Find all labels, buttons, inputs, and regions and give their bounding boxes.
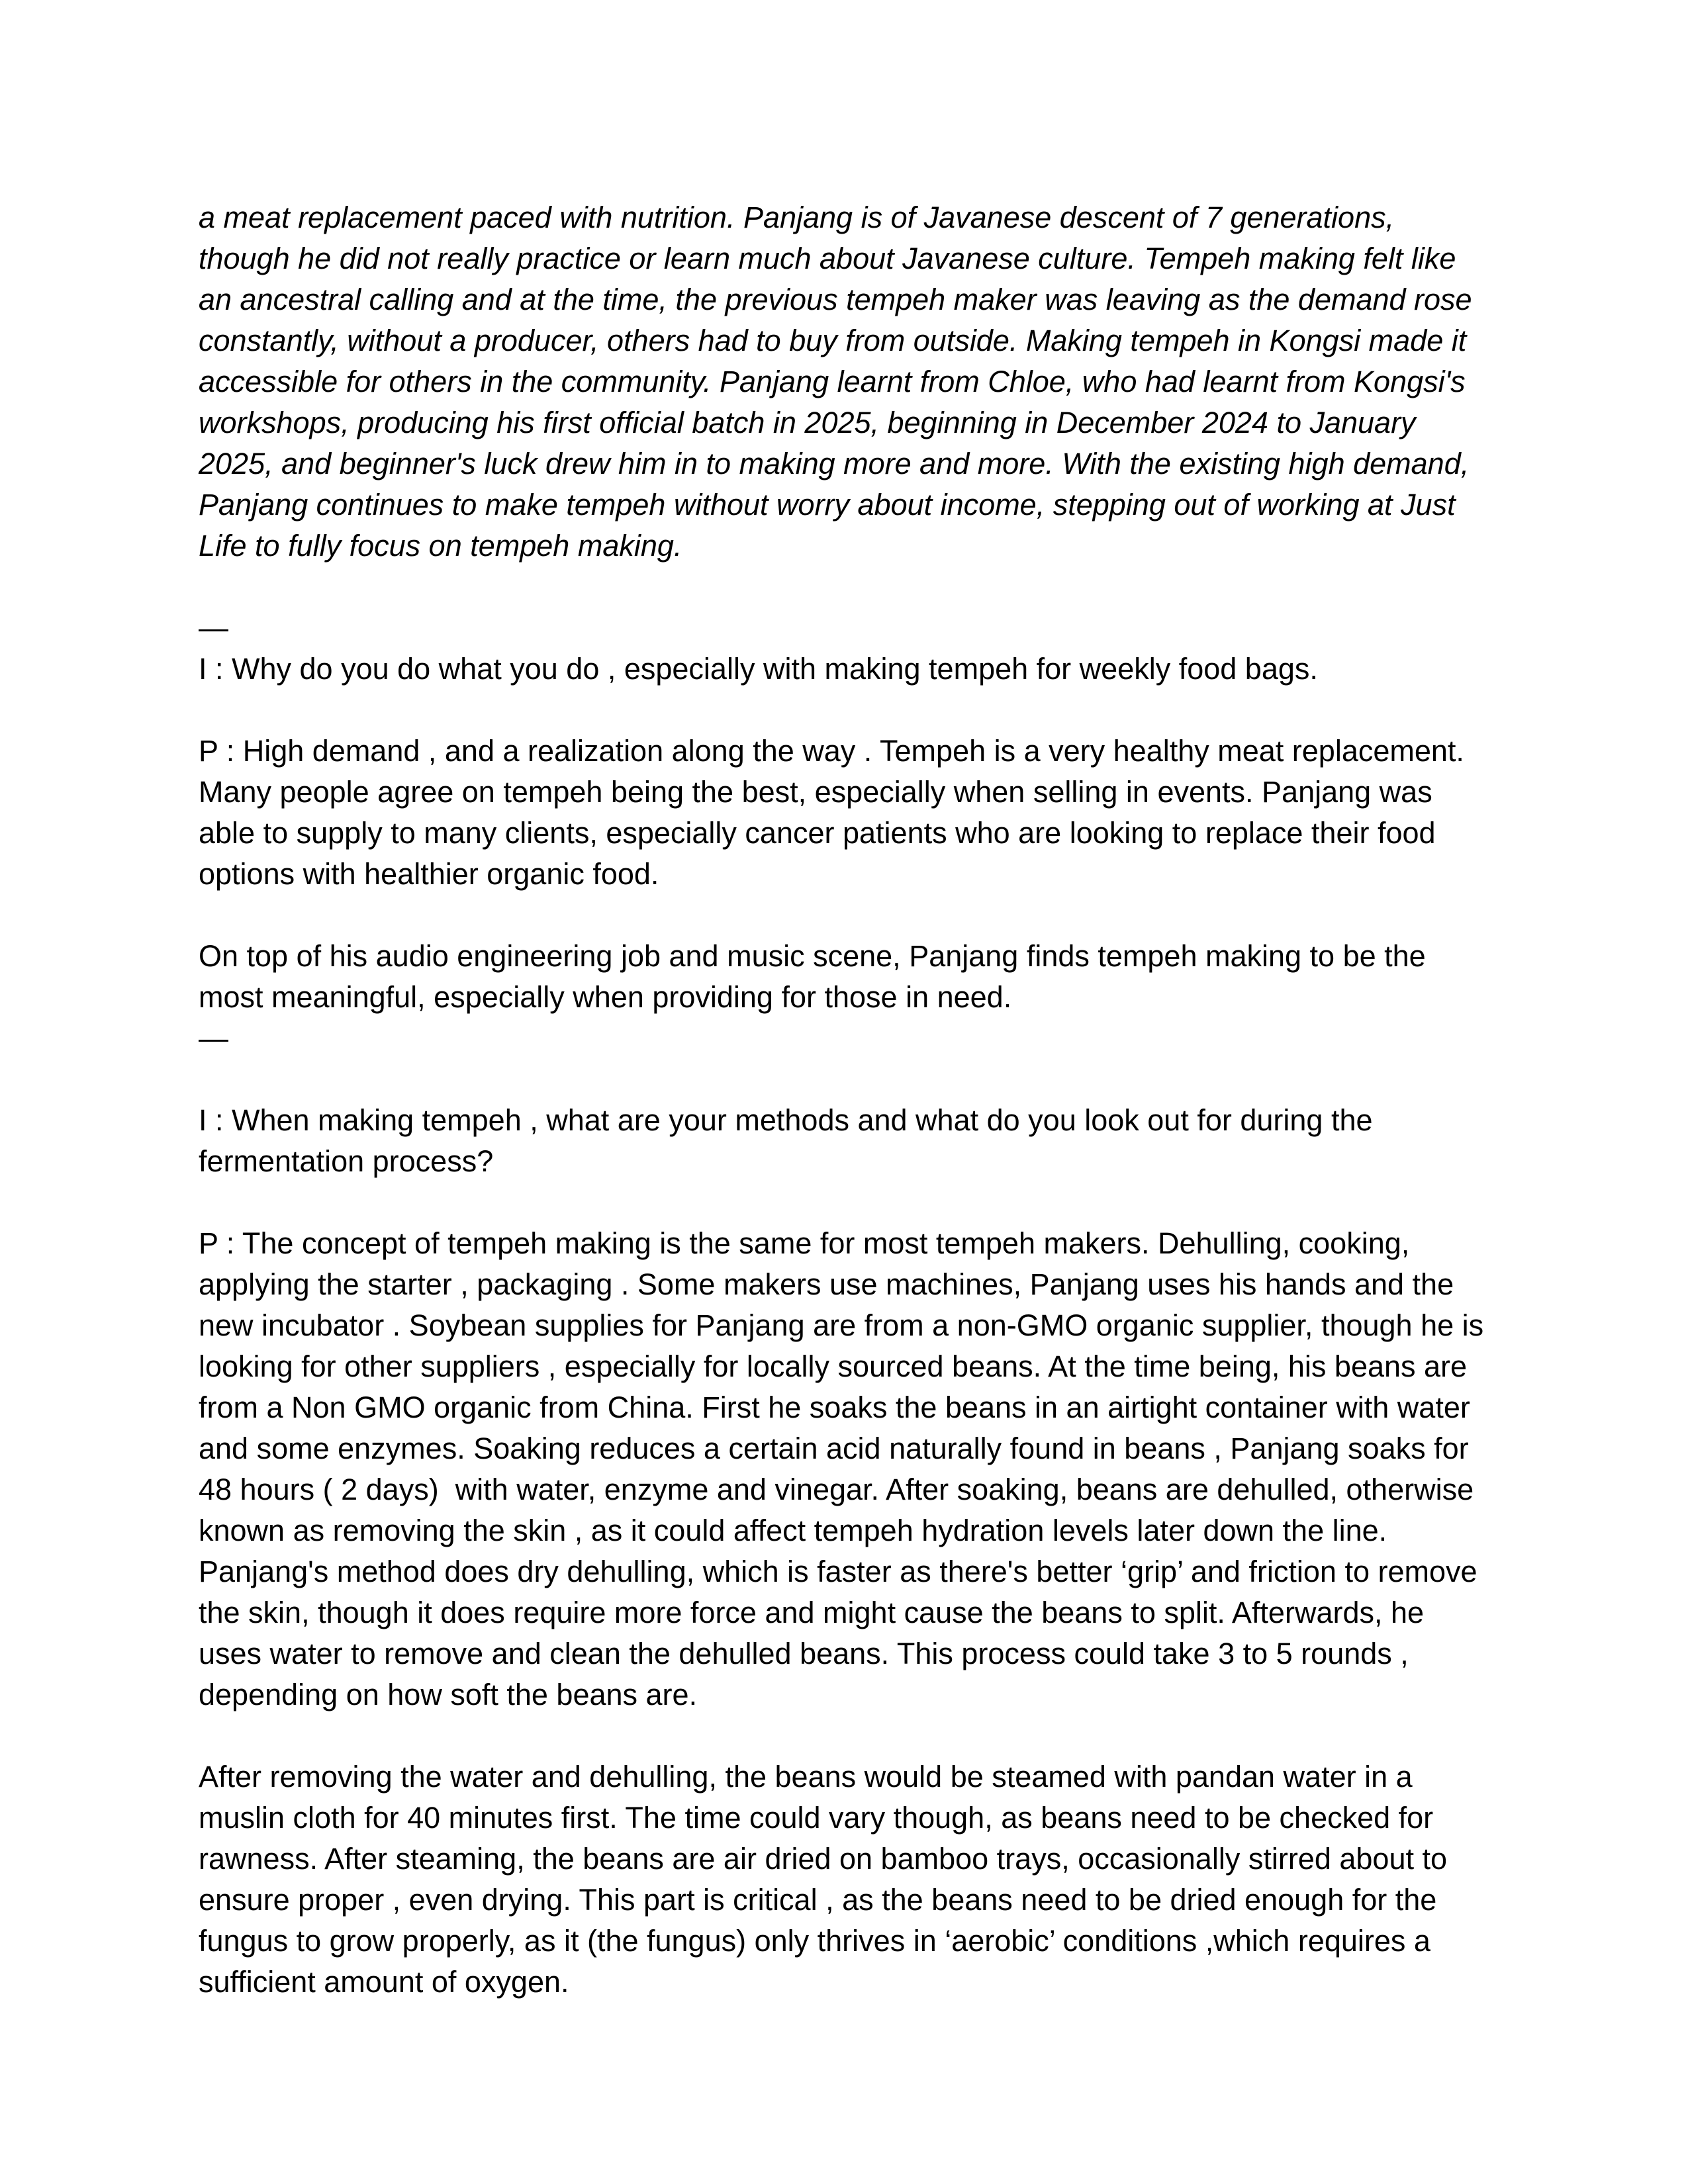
- interviewer-question-1: I : Why do you do what you do , especially with making tempeh for weekly food bags.: [199, 652, 1318, 686]
- section-divider-1: —: [199, 611, 228, 645]
- section-divider-2: —: [199, 1021, 228, 1055]
- panjang-answer-1-continued: On top of his audio engineering job and music scene, Panjang finds tempeh making to be the most meaningful, especially when providing for those in need.: [199, 939, 1434, 1014]
- paragraph-intro-narration: a meat replacement paced with nutrition. Panjang is of Javanese descent of 7 generations, though he did not really practice or learn much about Javanese culture. Tempeh making felt like an ancestral calling and at the time, the previous tempeh maker was leaving as the demand rose constantly, without a producer, others had to buy from outside. Making tempeh in Kongsi made it accessible for others in the community. Panjang learnt from Chloe, who had learnt from Kongsi's workshops, producing his first official batch in 2025, beginning in December 2024 to January 2025, and beginner's luck drew him in to making more and more. With the existing high demand, Panjang continues to make tempeh without worry about income, stepping out of working at Just Life to fully focus on tempeh making.: [199, 201, 1481, 563]
- panjang-answer-2-continued: After removing the water and dehulling, the beans would be steamed with pandan water in a muslin cloth for 40 minutes first. The time could vary though, as beans need to be checked for rawness. After steaming, the beans are air dried on bamboo trays, occasionally stirred about to ensure proper , even drying. This part is critical , as the beans need to be dried enough for the fungus to grow properly, as it (the fungus) only thrives in ‘aerobic’ conditions ,which requires a sufficient amount of oxygen.: [199, 1760, 1456, 1999]
- interviewer-question-2: I : When making tempeh , what are your methods and what do you look out for during the fermentation process?: [199, 1103, 1382, 1178]
- panjang-answer-1: P : High demand , and a realization along the way . Tempeh is a very healthy meat replacement. Many people agree on tempeh being the best, especially when selling in events. Panjang was able to supply to many clients, especially cancer patients who are looking to replace their food options with healthier organic food.: [199, 734, 1473, 891]
- document-content: [199, 197, 1492, 2044]
- panjang-answer-2: P : The concept of tempeh making is the same for most tempeh makers. Dehulling, cooking, applying the starter , packaging . Some makers use machines, Panjang uses his hands and the new incubator . Soybean supplies for Panjang are from a non-GMO organic supplier, though he is looking for other suppliers , especially for locally sourced beans. At the time being, his beans are from a Non GMO organic from China. First he soaks the beans in an airtight container with water and some enzymes. Soaking reduces a certain acid naturally found in beans , Panjang soaks for 48 hours ( 2 days) with water, enzyme and vinegar. After soaking, beans are dehulled, otherwise known as removing the skin , as it could affect tempeh hydration levels later down the line. Panjang's method does dry dehulling, which is faster as there's better ‘grip’ and friction to remove the skin, though it does require more force and might cause the beans to split. Afterwards, he uses water to remove and clean the dehulled beans. This process could take 3 to 5 rounds , depending on how soft the beans are.: [199, 1226, 1492, 1711]
